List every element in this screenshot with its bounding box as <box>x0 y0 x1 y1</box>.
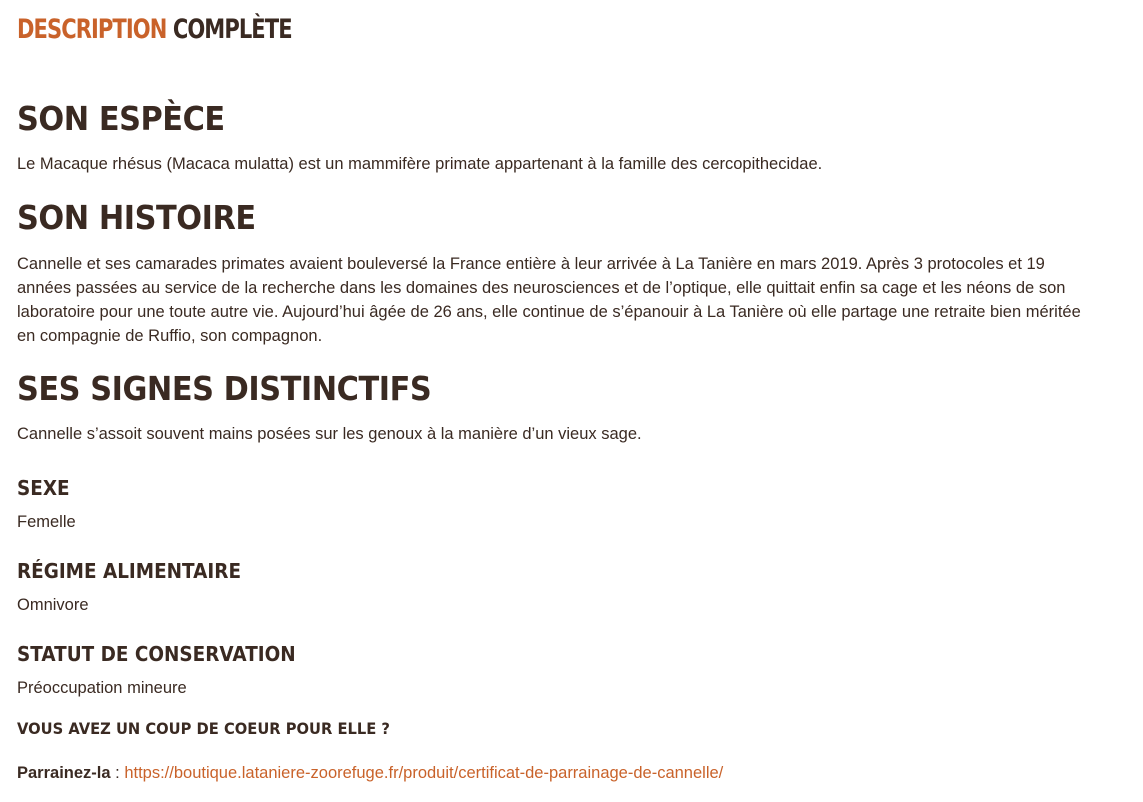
species-title: SON ESPÈCE <box>17 99 225 138</box>
diet-value: Omnivore <box>17 596 89 614</box>
sponsor-link[interactable]: https://boutique.lataniere-zoorefuge.fr/produit/certificat-de-parrainage-de-cannelle/ <box>124 764 724 782</box>
cta-title: VOUS AVEZ UN COUP DE COEUR POUR ELLE ? <box>17 719 390 738</box>
conservation-title: STATUT DE CONSERVATION <box>17 642 296 666</box>
description-title-accent: DESCRIPTION <box>17 14 167 45</box>
history-text: Cannelle et ses camarades primates avaient bouleversé la France entière à leur arrivée à La Tanière en mars 2019. Après 3 protocoles et 19 années passées au service de la recherche dans les domaines des neurosciences et de l’optique, elle quittait enfin sa cage et les néons de son laboratoire pour une toute autre vie. Aujourd’hui âgée de 26 ans, elle continue de s’épanouir à La Tanière où elle partage une retraite bien méritée en compagnie de Ruffio, son compagnon. <box>17 255 1081 345</box>
sponsor-label: Parrainez-la <box>17 764 111 782</box>
sex-title: SEXE <box>17 476 70 500</box>
sex-value: Femelle <box>17 513 76 531</box>
distinctive-text: Cannelle s’assoit souvent mains posées sur les genoux à la manière d’un vieux sage. <box>17 425 642 443</box>
sponsor-separator: : <box>110 764 125 782</box>
description-title <box>17 12 292 48</box>
description-title-rest: COMPLÈTE <box>172 14 292 45</box>
distinctive-title: SES SIGNES DISTINCTIFS <box>17 369 432 408</box>
history-title: SON HISTOIRE <box>17 198 256 237</box>
sponsor-line <box>17 761 723 785</box>
diet-title: RÉGIME ALIMENTAIRE <box>17 559 242 583</box>
species-text: Le Macaque rhésus (Macaca mulatta) est un mammifère primate appartenant à la famille des cercopithecidae. <box>17 155 823 173</box>
conservation-value: Préoccupation mineure <box>17 679 187 697</box>
